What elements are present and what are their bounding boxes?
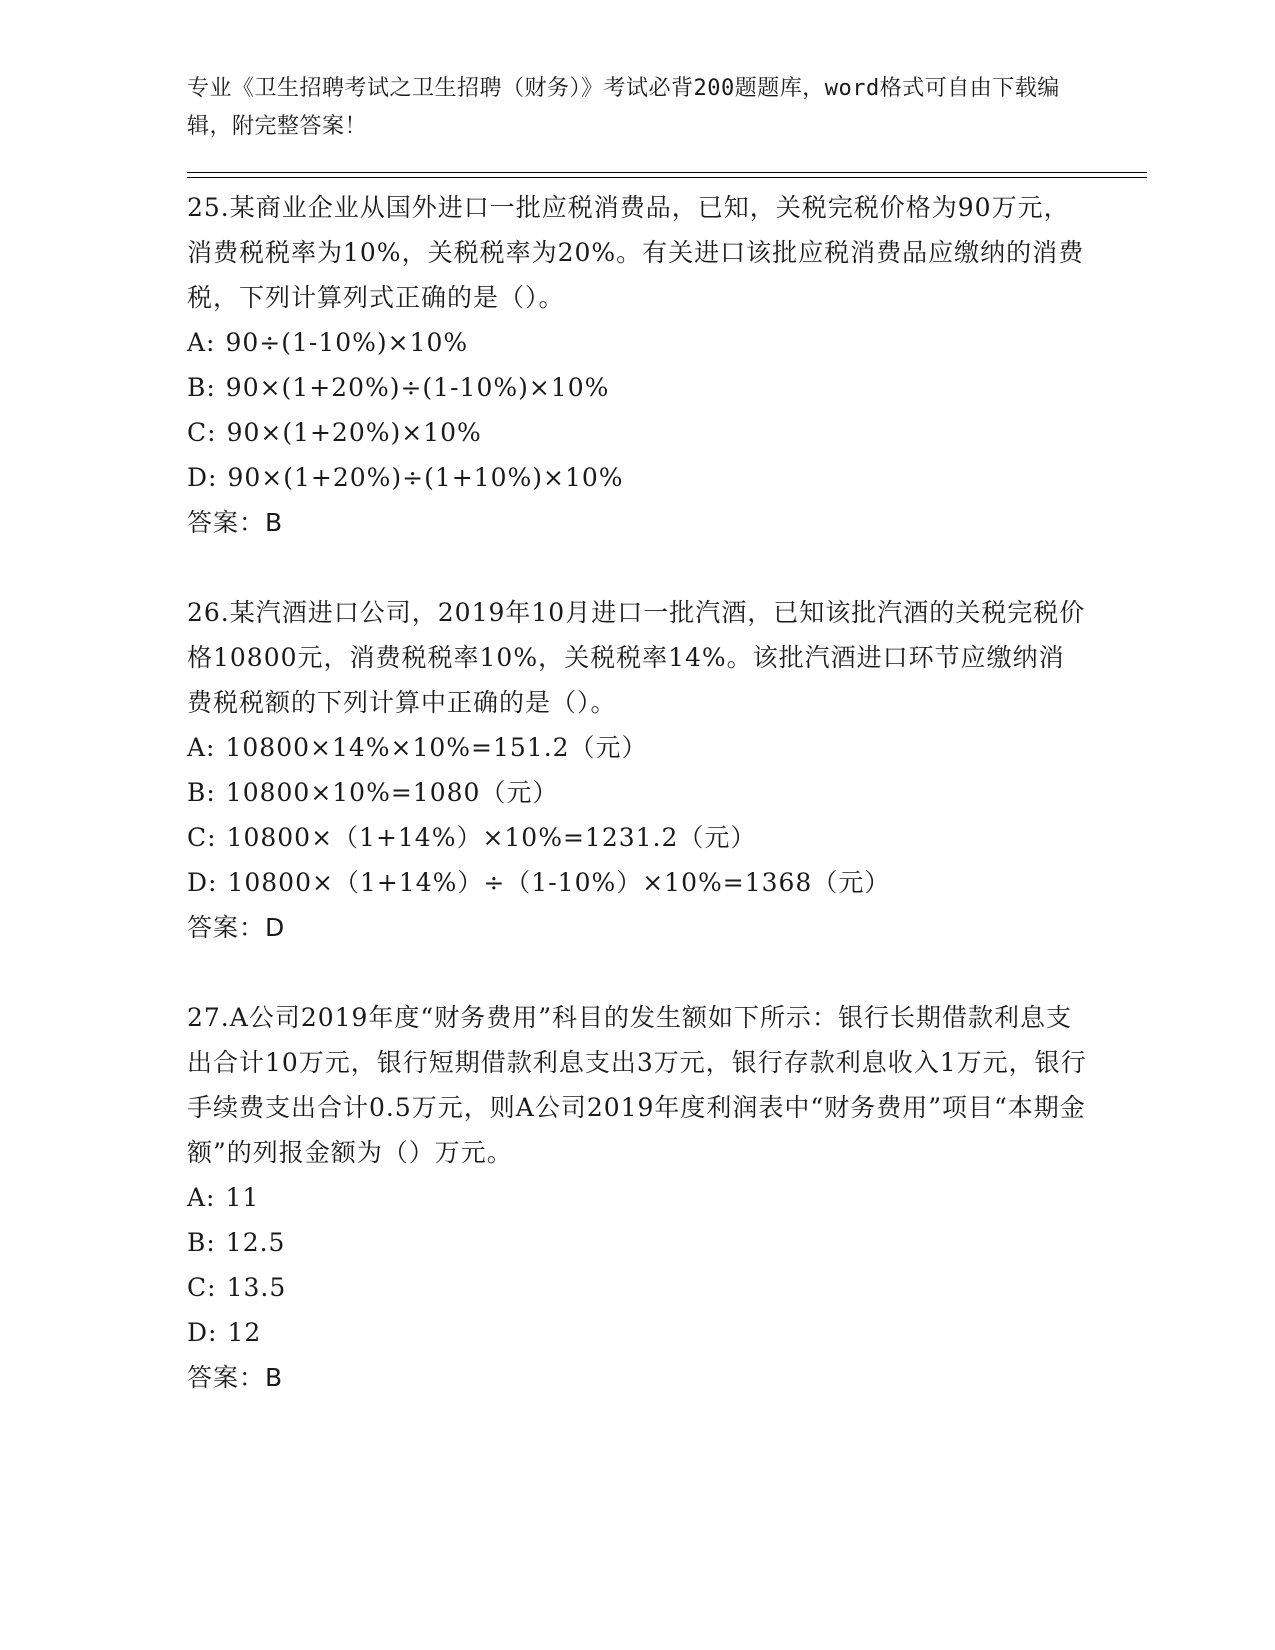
option-key: A:	[187, 1183, 216, 1212]
option-key: C:	[187, 1273, 217, 1302]
option-value: 10800×10%=1080（元）	[225, 778, 559, 807]
option-value: 10800×14%×10%=151.2（元）	[225, 733, 648, 762]
document-header	[187, 70, 1067, 146]
option-key: D:	[187, 463, 218, 492]
option-value: 11	[225, 1183, 260, 1212]
option-b	[187, 770, 1087, 815]
option-value: 10800×（1+14%）×10%=1231.2（元）	[226, 823, 757, 852]
option-key: A:	[187, 733, 216, 762]
option-d	[187, 860, 1087, 905]
question-25	[187, 185, 1087, 545]
option-key: D:	[187, 868, 218, 897]
option-value: 10800×（1+14%）÷（1-10%）×10%=1368（元）	[227, 868, 891, 897]
option-value: 90×(1+20%)÷(1-10%)×10%	[225, 373, 610, 402]
option-value: 13.5	[226, 1273, 287, 1302]
option-value: 12.5	[225, 1228, 286, 1257]
option-a	[187, 1175, 1087, 1220]
answer-line: 答案：B	[187, 508, 284, 537]
option-value: 12	[227, 1318, 262, 1347]
question-stem: 27.A公司2019年度“财务费用”科目的发生额如下所示：银行长期借款利息支出合计10万元，银行短期借款利息支出3万元，银行存款利息收入1万元，银行手续费支出合计0.5万元，则A公司2019年度利润表中“财务费用”项目“本期金额”的列报金额为（）万元。	[187, 1003, 1087, 1167]
option-d	[187, 455, 1087, 500]
option-value: 90÷(1-10%)×10%	[225, 328, 469, 357]
answer-line: 答案：B	[187, 1363, 284, 1392]
option-key: C:	[187, 823, 217, 852]
option-a	[187, 725, 1087, 770]
option-key: D:	[187, 1318, 218, 1347]
question-stem: 25.某商业企业从国外进口一批应税消费品，已知，关税完税价格为90万元，消费税税率为10%，关税税率为20%。有关进口该批应税消费品应缴纳的消费税，下列计算列式正确的是（）。	[187, 193, 1085, 312]
option-key: C:	[187, 418, 217, 447]
option-key: A:	[187, 328, 216, 357]
option-key: B:	[187, 373, 216, 402]
question-list	[187, 185, 1087, 1445]
option-c	[187, 1265, 1087, 1310]
answer-line: 答案：D	[187, 913, 286, 942]
option-key: B:	[187, 1228, 216, 1257]
option-value: 90×(1+20%)÷(1+10%)×10%	[227, 463, 624, 492]
option-c	[187, 410, 1087, 455]
header-divider-top	[187, 172, 1147, 173]
header-title: 专业《卫生招聘考试之卫生招聘（财务）》考试必背200题题库，word格式可自由下载编辑，附完整答案！	[187, 76, 1060, 139]
question-26	[187, 590, 1087, 950]
option-d	[187, 1310, 1087, 1355]
question-stem: 26.某汽酒进口公司，2019年10月进口一批汽酒，已知该批汽酒的关税完税价格10800元，消费税税率10%，关税税率14%。该批汽酒进口环节应缴纳消费税税额的下列计算中正确的是（）。	[187, 598, 1086, 717]
option-key: B:	[187, 778, 216, 807]
option-b	[187, 365, 1087, 410]
option-c	[187, 815, 1087, 860]
option-b	[187, 1220, 1087, 1265]
option-a	[187, 320, 1087, 365]
question-27	[187, 995, 1087, 1400]
header-divider-bottom	[187, 177, 1147, 178]
option-value: 90×(1+20%)×10%	[226, 418, 482, 447]
